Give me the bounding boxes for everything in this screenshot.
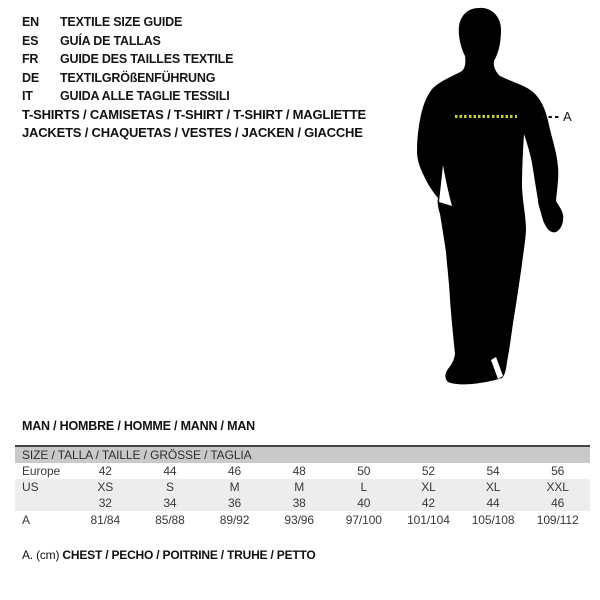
table-cell: 40	[357, 496, 371, 510]
language-label: GUÍA DE TALLAS	[60, 33, 161, 48]
table-cell: L	[360, 480, 368, 494]
table-cell: 46	[551, 496, 565, 510]
table-cell: 34	[163, 496, 177, 510]
language-code: DE	[22, 70, 39, 85]
table-row-numeric	[15, 495, 590, 511]
table-cell: 89/92	[219, 513, 250, 527]
table-cell: XS	[97, 480, 114, 494]
table-cell: 85/88	[155, 513, 185, 527]
man-silhouette-figure	[405, 5, 575, 395]
language-row-en	[22, 13, 233, 32]
table-cell: 52	[421, 464, 436, 478]
table-cell: 93/96	[284, 513, 314, 527]
row-label: Europe	[22, 464, 61, 478]
table-cell: 44	[163, 464, 177, 478]
chest-measure-dashed-line	[455, 115, 517, 118]
table-cell: 42	[98, 464, 112, 478]
measure-leader-dashed-line	[542, 116, 560, 118]
table-cell: 46	[227, 464, 242, 478]
table-cell: 97/100	[345, 513, 382, 527]
table-cell: 38	[292, 496, 306, 510]
size-table-header: SIZE / TALLA / TAILLE / GRÖSSE / TAGLIA	[15, 447, 590, 463]
category-jackets: JACKETS / CHAQUETAS / VESTES / JACKEN / GIACCHE	[22, 125, 363, 140]
table-cell: 44	[486, 496, 500, 510]
language-row-fr	[22, 50, 233, 69]
language-label: TEXTILGRÖßENFÜHRUNG	[60, 70, 216, 85]
table-cell: 105/108	[471, 513, 515, 527]
language-code: ES	[22, 33, 39, 48]
row-label: A	[22, 513, 30, 527]
footnote-prefix: A. (cm)	[22, 548, 60, 562]
table-row-europe	[15, 463, 590, 479]
language-label: TEXTILE SIZE GUIDE	[60, 15, 183, 30]
table-cell: XL	[485, 480, 501, 494]
table-cell: XXL	[546, 480, 569, 494]
measure-label-a: A	[563, 109, 572, 124]
table-cell: 42	[421, 496, 436, 510]
table-cell: M	[229, 480, 240, 494]
measure-footnote	[22, 548, 316, 562]
row-label: US	[22, 480, 39, 494]
language-code: FR	[22, 52, 39, 67]
man-silhouette-icon	[405, 5, 575, 395]
table-cell: 81/84	[90, 513, 121, 527]
table-cell: S	[165, 480, 174, 494]
size-table	[15, 445, 590, 529]
language-row-es	[22, 32, 233, 51]
garment-categories	[22, 106, 366, 142]
language-guide	[22, 13, 233, 106]
table-cell: 48	[292, 464, 306, 478]
table-cell: M	[294, 480, 305, 494]
table-cell: 101/104	[407, 513, 450, 527]
language-label: GUIDE DES TAILLES TEXTILE	[60, 52, 234, 67]
language-label: GUIDA ALLE TAGLIE TESSILI	[60, 89, 230, 104]
table-cell: 56	[551, 464, 565, 478]
language-code: IT	[22, 89, 33, 104]
language-row-it	[22, 87, 233, 106]
category-tshirts: T-SHIRTS / CAMISETAS / T-SHIRT / T-SHIRT / MAGLIETTE	[22, 107, 366, 122]
footnote-text: CHEST / PECHO / POITRINE / TRUHE / PETTO	[62, 548, 316, 562]
table-cell: 109/112	[536, 513, 579, 527]
language-code: EN	[22, 15, 39, 30]
table-cell: 54	[486, 464, 500, 478]
table-cell: 36	[227, 496, 242, 510]
table-row-chest-a	[15, 511, 590, 529]
language-row-de	[22, 69, 233, 88]
table-row-us	[15, 479, 590, 495]
section-title-man: MAN / HOMBRE / HOMME / MANN / MAN	[22, 419, 255, 433]
table-cell: 50	[357, 464, 371, 478]
table-cell: 32	[98, 496, 112, 510]
table-cell: XL	[421, 480, 436, 494]
